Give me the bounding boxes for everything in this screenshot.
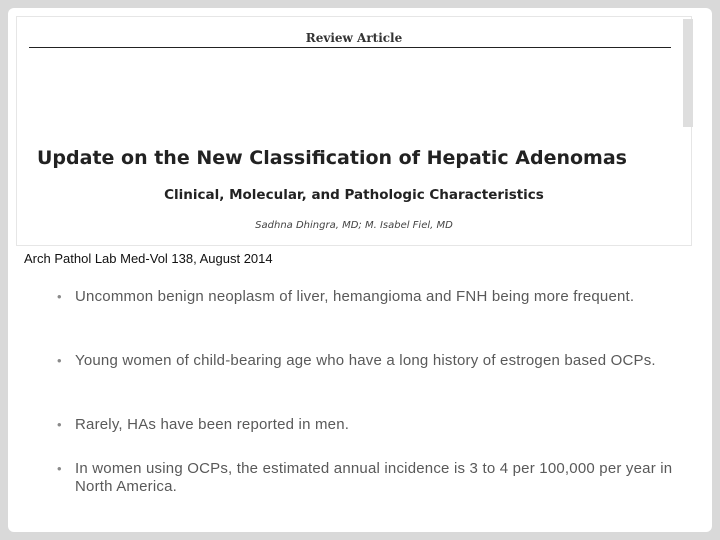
bullet-text: In women using OCPs, the estimated annual incidence is 3 to 4 per 100,000 per year in North America. [75, 460, 673, 495]
article-subtitle: Clinical, Molecular, and Pathologic Characteristics [164, 187, 544, 203]
bullet-marker-icon: • [57, 417, 62, 432]
list-item [56, 288, 634, 306]
bullet-marker-icon: • [57, 461, 62, 476]
citation-text: Arch Pathol Lab Med-Vol 138, August 2014 [24, 251, 273, 266]
bullet-text: Uncommon benign neoplasm of liver, hemangioma and FNH being more frequent. [75, 288, 635, 305]
bullet-marker-icon: • [57, 289, 62, 304]
article-authors: Sadhna Dhingra, MD; M. Isabel Fiel, MD [255, 220, 453, 231]
list-item [56, 352, 656, 370]
bullet-text: Young women of child-bearing age who have a long history of estrogen based OCPs. [75, 352, 656, 369]
header-divider [29, 47, 671, 48]
bullet-marker-icon: • [57, 353, 62, 368]
article-header-image [17, 17, 691, 245]
review-article-label: Review Article [305, 31, 403, 45]
article-title: Update on the New Classification of Hepatic Adenomas [37, 147, 627, 169]
list-item [56, 416, 349, 434]
list-item [56, 460, 696, 496]
bullet-text: Rarely, HAs have been reported in men. [75, 416, 350, 433]
